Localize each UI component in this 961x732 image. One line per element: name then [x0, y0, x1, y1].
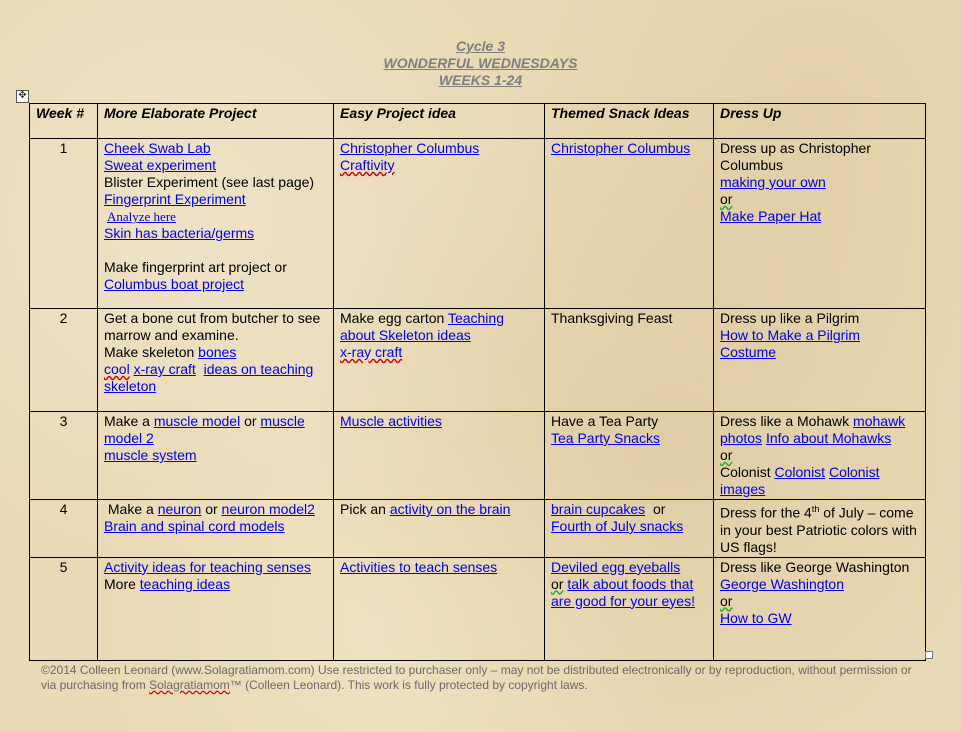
senses-activities-link[interactable]: Activities to teach senses [340, 558, 498, 575]
thanksgiving-text: Thanksgiving Feast [551, 310, 673, 326]
tea-snacks-link[interactable]: Tea Party Snacks [551, 430, 660, 446]
tea-party-text: Have a Tea Party [551, 413, 659, 429]
or-text: or [720, 191, 733, 207]
or-text: or [720, 447, 733, 463]
easy-cell [334, 139, 545, 309]
mohawk-photos-link[interactable]: mohawk photos [720, 413, 906, 446]
easy-cell [334, 309, 545, 412]
header-elaborate: More Elaborate Project [98, 104, 334, 139]
pilgrim-costume-link[interactable]: How to Make a Pilgrim Costume [720, 327, 861, 360]
copyright-footer [41, 663, 921, 693]
brain-cupcakes-link[interactable]: brain cupcakes [551, 501, 646, 517]
easy-cell [334, 500, 545, 558]
make-a-text: Make a [104, 413, 150, 429]
fingerprint-art-text: Make fingerprint art project or [104, 259, 287, 275]
bones-link[interactable]: bones [198, 344, 237, 360]
table-resize-handle-icon[interactable] [925, 651, 933, 659]
week-number: 4 [30, 500, 98, 558]
week-number: 2 [30, 309, 98, 412]
or-text: or [205, 501, 218, 517]
mohawk-info-link[interactable]: Info about Mohawks [765, 430, 892, 446]
xray-craft-link[interactable]: x-ray craft [340, 344, 403, 360]
elaborate-cell [98, 412, 334, 500]
or-text: or [551, 575, 564, 592]
fourth-july-snacks-link[interactable]: Fourth of July snacks [551, 518, 684, 534]
colonist-text: Colonist [720, 464, 771, 480]
elaborate-cell [98, 139, 334, 309]
schedule-table [29, 103, 926, 661]
or-text: or [244, 413, 257, 429]
muscle-model-2-link[interactable]: muscle model 2 [104, 413, 305, 446]
neuron-model2-link[interactable]: neuron model2 [221, 501, 315, 517]
table-row [30, 557, 926, 660]
muscle-system-link[interactable]: muscle system [104, 447, 197, 463]
sweat-link[interactable]: Sweat experiment [104, 157, 217, 173]
header-week: Week # [30, 104, 98, 139]
cycle-title: Cycle 3 [455, 38, 506, 54]
copyright-rest: ™ (Colleen Leonard). This work is fully protected by copyright laws. [229, 678, 588, 692]
cheek-swab-link[interactable]: Cheek Swab Lab [104, 140, 211, 156]
muscle-model-link[interactable]: muscle model [153, 413, 241, 429]
or-text: or [652, 501, 666, 517]
dress-cell [714, 309, 926, 412]
make-skeleton-text: Make skeleton [104, 344, 195, 360]
week-number: 1 [30, 139, 98, 309]
header-easy: Easy Project idea [334, 104, 545, 139]
series-title: WONDERFUL WEDNESDAYS [383, 55, 578, 71]
making-own-link[interactable]: making your own [720, 174, 826, 190]
columbus-snack-link[interactable]: Christopher Columbus [551, 140, 691, 156]
skin-link[interactable]: Skin has bacteria/germs [104, 225, 255, 241]
copyright-text: ©2014 Colleen Leonard (www.Solagratiamom.com) Use restricted to purchaser only – may not be distributed electronically or by reproduction, without permission or via purchasing from [41, 663, 912, 692]
more-text: More [104, 575, 136, 592]
table-row [30, 412, 926, 500]
table-row [30, 139, 926, 309]
colonist-link[interactable]: Colonist [774, 464, 826, 480]
easy-cell [334, 557, 545, 660]
columbus-easy-link[interactable]: Christopher Columbus [340, 140, 480, 156]
muscle-activities-link[interactable]: Muscle activities [340, 413, 442, 429]
or-text: or [720, 592, 733, 609]
elaborate-cell [98, 500, 334, 558]
mohawk-text: Dress like a Mohawk [720, 413, 850, 429]
document-header [0, 38, 961, 89]
xray-link[interactable]: x-ray craft [133, 361, 196, 377]
deviled-eggs-link[interactable]: Deviled egg eyeballs [551, 558, 681, 575]
eye-foods-link[interactable]: talk about foods that are good for your eyes! [551, 575, 695, 609]
how-to-gw-link[interactable]: How to GW [720, 609, 792, 626]
table-row [30, 309, 926, 412]
snack-cell [545, 557, 714, 660]
brain-activity-link[interactable]: activity on the brain [389, 501, 511, 517]
neuron-link[interactable]: neuron [157, 501, 202, 517]
pick-an-text: Pick an [340, 501, 386, 517]
easy-cell [334, 412, 545, 500]
dress-cell [714, 139, 926, 309]
paper-hat-link[interactable]: Make Paper Hat [720, 208, 822, 224]
bone-text: Get a bone cut from butcher to see marrow and examine. [104, 310, 321, 343]
snack-cell [545, 412, 714, 500]
week-number: 3 [30, 412, 98, 500]
snack-cell [545, 500, 714, 558]
boat-link[interactable]: Columbus boat project [104, 276, 245, 292]
skeleton-ideas-link[interactable]: ideas on teaching skeleton [104, 361, 314, 394]
brain-models-link[interactable]: Brain and spinal cord models [104, 518, 285, 534]
analyze-link[interactable]: Analyze here [107, 209, 176, 224]
craftivity-link[interactable]: Craftivity [340, 157, 395, 173]
snack-cell [545, 139, 714, 309]
dress-cell [714, 412, 926, 500]
brand-name: Solagratiamom [149, 678, 230, 692]
senses-activity-link[interactable]: Activity ideas for teaching senses [104, 558, 311, 575]
dress-cell [714, 500, 926, 558]
week-number: 5 [30, 557, 98, 660]
egg-carton-text: Make egg carton [340, 310, 445, 326]
teaching-skeleton-link[interactable]: Teaching about Skeleton ideas [340, 310, 504, 343]
ordinal-suffix: th [811, 504, 820, 514]
elaborate-cell [98, 557, 334, 660]
fingerprint-link[interactable]: Fingerprint Experiment [104, 191, 246, 207]
header-snack: Themed Snack Ideas [545, 104, 714, 139]
george-washington-link[interactable]: George Washington [720, 575, 844, 592]
weeks-title: WEEKS 1-24 [438, 72, 523, 88]
teaching-ideas-link[interactable]: teaching ideas [139, 575, 231, 592]
fourth-dress-text-2: of July – come in your best Patriotic colors with US flags! [720, 504, 917, 555]
table-move-handle-icon[interactable]: ✥ [16, 90, 29, 103]
pilgrim-text: Dress up like a Pilgrim [720, 310, 860, 326]
washington-text: Dress like George Washington [720, 558, 910, 575]
colonist-images-link[interactable]: Colonist images [720, 464, 880, 497]
fourth-dress-text: Dress for the 4 [720, 504, 812, 521]
elaborate-cell [98, 309, 334, 412]
snack-cell [545, 309, 714, 412]
blister-text: Blister Experiment (see last page) [104, 174, 315, 190]
dress-cell [714, 557, 926, 660]
make-a-text: Make a [107, 501, 154, 517]
cool-link[interactable]: cool [104, 361, 130, 377]
table-header-row [30, 104, 926, 139]
header-dress: Dress Up [714, 104, 926, 139]
table-row [30, 500, 926, 558]
dress-text: Dress up as Christopher Columbus [720, 140, 871, 173]
